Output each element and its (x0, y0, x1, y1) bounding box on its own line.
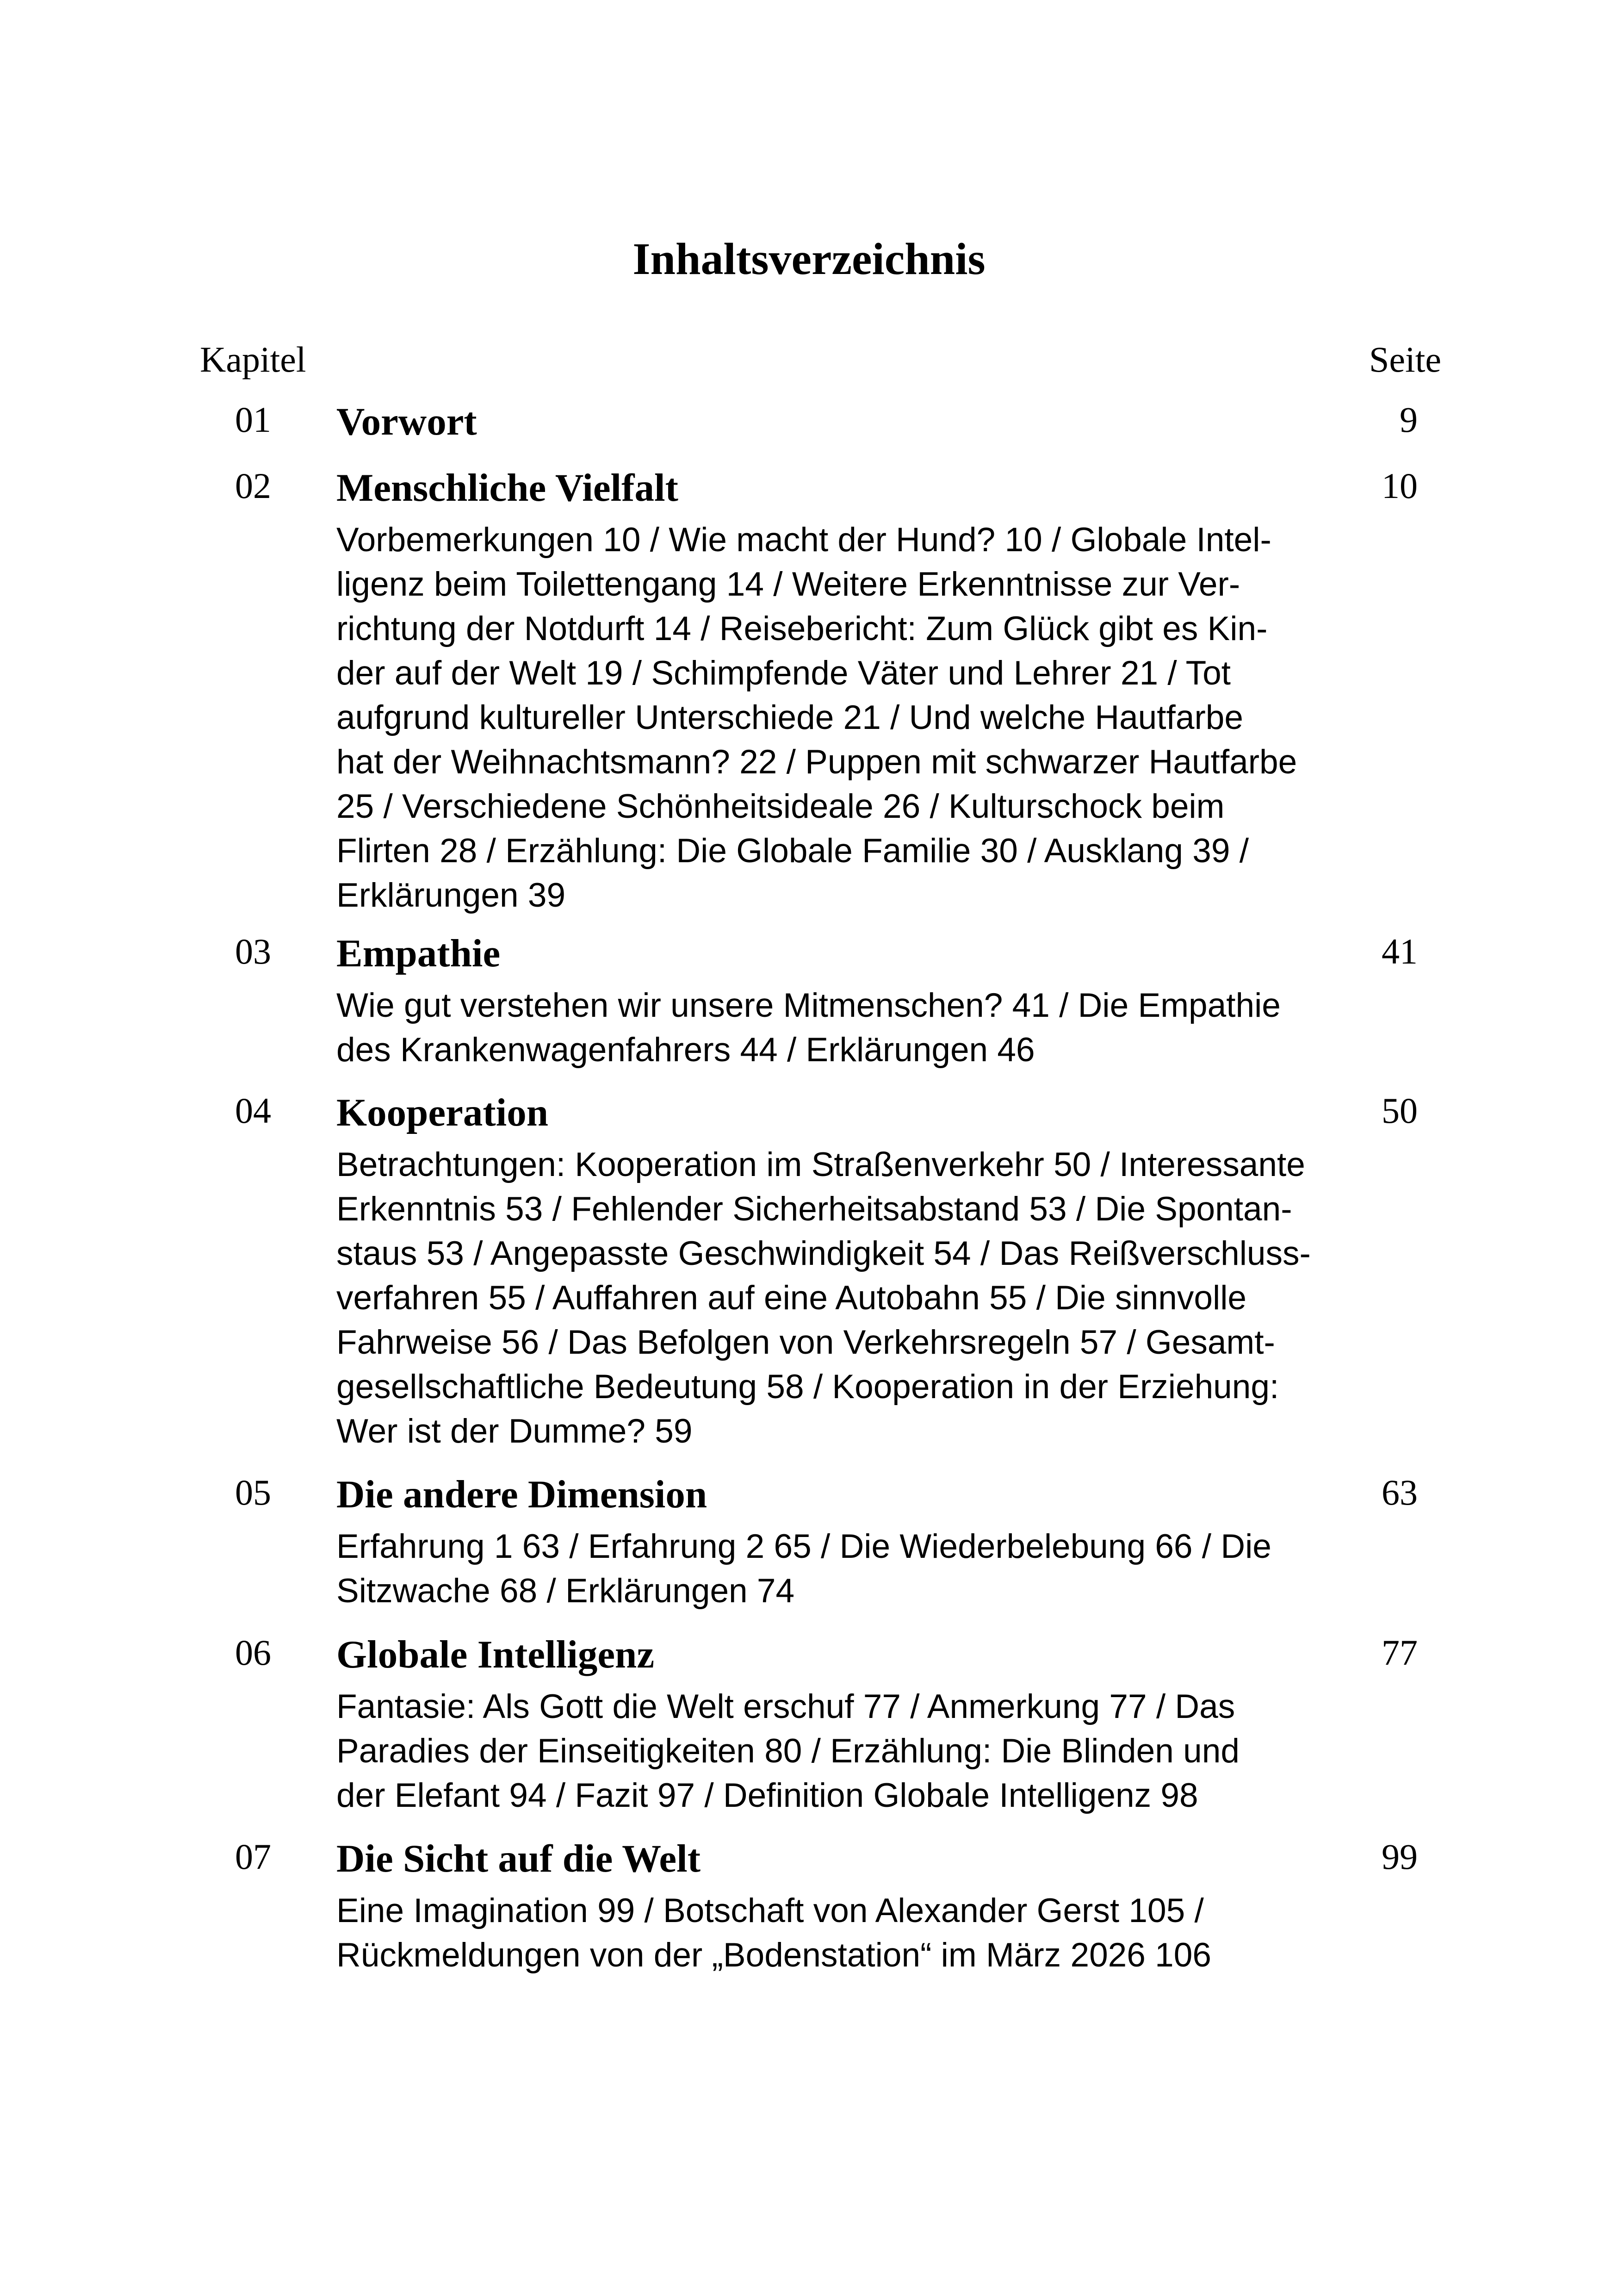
chapter-number: 04 (235, 1090, 271, 1131)
chapter-subtopics (336, 1889, 1345, 1978)
chapter-page-number: 9 (1400, 399, 1418, 440)
page-column-header: Seite (1369, 339, 1441, 380)
chapter-page-number: 99 (1382, 1836, 1418, 1877)
subtopic-line: hat der Weihnachtsmann? 22 / Puppen mit schwarzer Hautfarbe (336, 743, 1297, 781)
chapter-title: Menschliche Vielfalt (336, 466, 678, 510)
chapter-subtopics (336, 1524, 1345, 1613)
subtopic-line: Vorbemerkungen 10 / Wie macht der Hund? 10 / Globale Intel- (336, 521, 1271, 559)
subtopic-line: Erklärungen 39 (336, 877, 566, 914)
subtopic-line: des Krankenwagenfahrers 44 / Erklärungen 46 (336, 1031, 1035, 1069)
subtopic-line: Flirten 28 / Erzählung: Die Globale Familie 30 / Ausklang 39 / (336, 832, 1249, 870)
chapter-page-number: 10 (1382, 466, 1418, 506)
page-title: Inhaltsverzeichnis (632, 234, 986, 284)
chapter-number: 03 (235, 931, 271, 971)
chapter-page-number: 77 (1382, 1632, 1418, 1673)
chapter-title: Empathie (336, 932, 501, 975)
chapter-page-number: 41 (1382, 931, 1418, 971)
subtopic-line: Erfahrung 1 63 / Erfahrung 2 65 / Die Wiederbelebung 66 / Die (336, 1528, 1271, 1565)
chapter-column-header: Kapitel (200, 339, 306, 380)
chapter-number: 07 (235, 1836, 271, 1877)
chapter-title: Die Sicht auf die Welt (336, 1837, 701, 1880)
subtopic-line: verfahren 55 / Auffahren auf eine Autobahn 55 / Die sinnvolle (336, 1279, 1247, 1317)
chapter-page-number: 50 (1382, 1090, 1418, 1131)
subtopic-line: ligenz beim Toilettengang 14 / Weitere Erkenntnisse zur Ver- (336, 566, 1240, 603)
subtopic-line: der auf der Welt 19 / Schimpfende Väter und Lehrer 21 / Tot (336, 654, 1231, 692)
chapter-number: 06 (235, 1632, 271, 1673)
chapter-title: Kooperation (336, 1091, 549, 1134)
subtopic-line: Betrachtungen: Kooperation im Straßenverkehr 50 / Interessante (336, 1146, 1305, 1183)
subtopic-line: Fahrweise 56 / Das Befolgen von Verkehrsregeln 57 / Gesamt- (336, 1324, 1275, 1361)
subtopic-line: 25 / Verschiedene Schönheitsideale 26 / Kulturschock beim (336, 788, 1225, 825)
subtopic-line: Sitzwache 68 / Erklärungen 74 (336, 1572, 795, 1610)
subtopic-line: aufgrund kultureller Unterschiede 21 / Und welche Hautfarbe (336, 699, 1243, 736)
subtopic-line: Wer ist der Dumme? 59 (336, 1412, 693, 1450)
subtopic-line: Erkenntnis 53 / Fehlender Sicherheitsabstand 53 / Die Spontan- (336, 1190, 1292, 1228)
subtopic-line: der Elefant 94 / Fazit 97 / Definition Globale Intelligenz 98 (336, 1777, 1198, 1814)
subtopic-line: richtung der Notdurft 14 / Reisebericht: Zum Glück gibt es Kin- (336, 610, 1268, 647)
chapter-number: 01 (235, 399, 271, 440)
chapter-title: Vorwort (336, 400, 477, 443)
subtopic-line: Wie gut verstehen wir unsere Mitmenschen? 41 / Die Empathie (336, 987, 1281, 1024)
chapter-subtopics (336, 1685, 1345, 1818)
subtopic-line: Fantasie: Als Gott die Welt erschuf 77 / Anmerkung 77 / Das (336, 1688, 1235, 1725)
chapter-number: 02 (235, 466, 271, 506)
subtopic-line: Eine Imagination 99 / Botschaft von Alexander Gerst 105 / (336, 1892, 1204, 1929)
subtopic-line: staus 53 / Angepasste Geschwindigkeit 54 / Das Reißverschluss- (336, 1235, 1311, 1272)
subtopic-line: Paradies der Einseitigkeiten 80 / Erzählung: Die Blinden und (336, 1732, 1240, 1770)
chapter-subtopics (336, 518, 1345, 918)
chapter-title: Globale Intelligenz (336, 1633, 655, 1676)
chapter-subtopics (336, 983, 1345, 1072)
subtopic-line: Rückmeldungen von der „Bodenstation“ im März 2026 106 (336, 1936, 1211, 1974)
chapter-page-number: 63 (1382, 1472, 1418, 1512)
subtopic-line: gesellschaftliche Bedeutung 58 / Kooperation in der Erziehung: (336, 1368, 1279, 1406)
chapter-subtopics (336, 1143, 1345, 1454)
chapter-title: Die andere Dimension (336, 1473, 707, 1516)
chapter-number: 05 (235, 1472, 271, 1512)
